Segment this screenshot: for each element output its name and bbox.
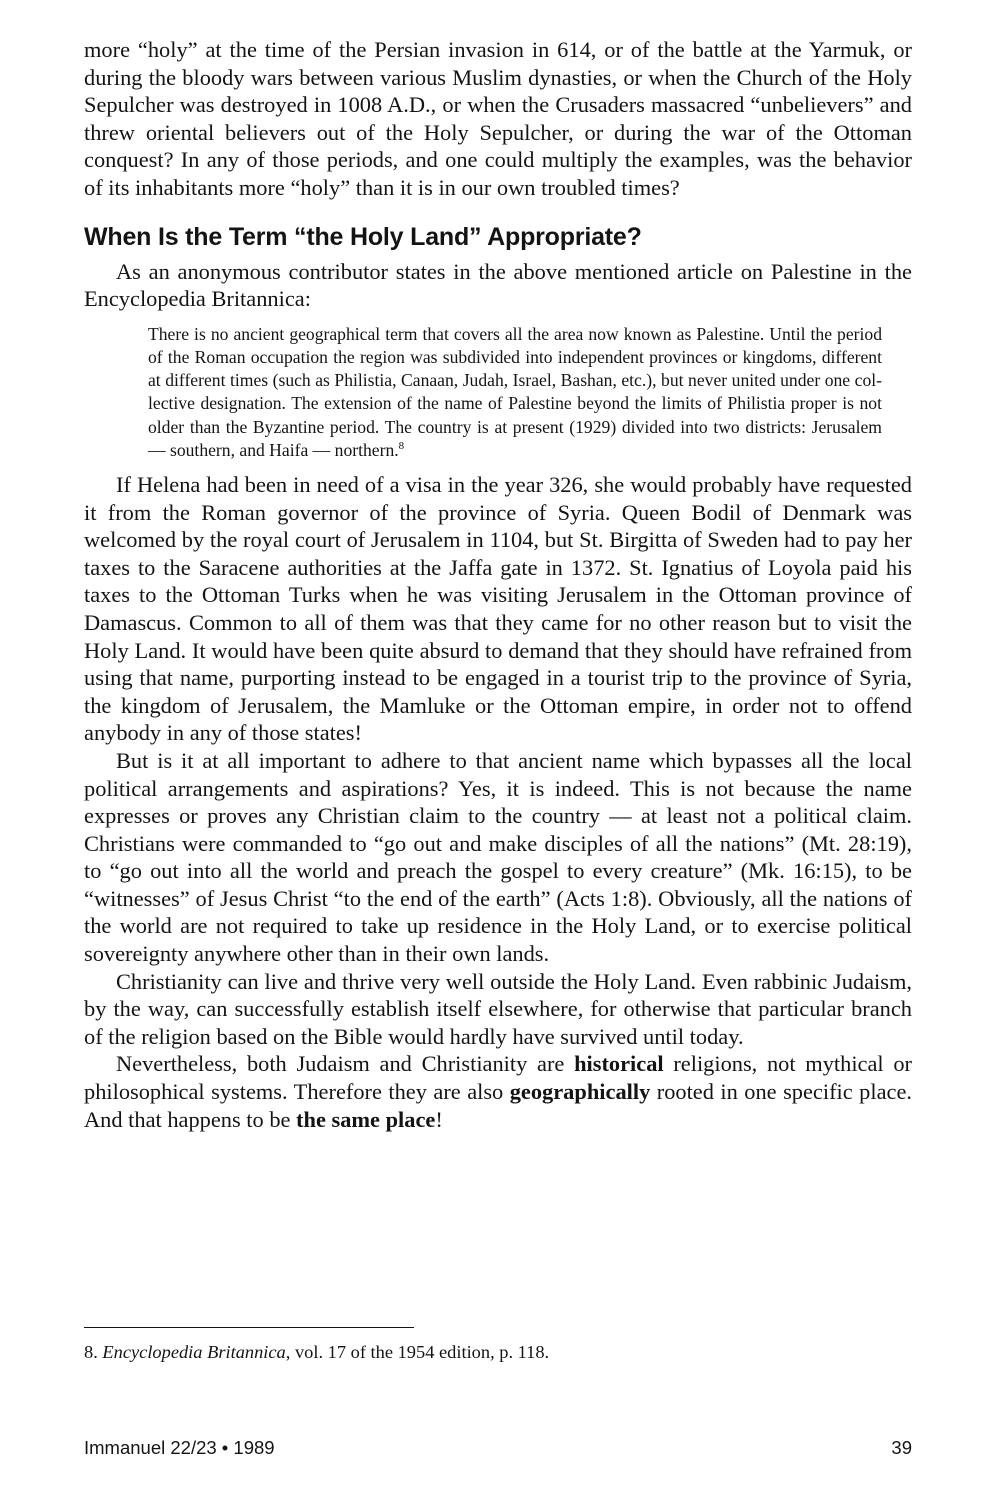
paragraph-conclusion [84, 1050, 912, 1133]
footnote [84, 1340, 912, 1364]
block-quote-text: There is no ancient geographical term that covers all the area now known as Palestine. Until the period of the Roman occupation the region was subdivided into independent provinces or kingdoms, different at different times (such as Philistia, Canaan, Judah, Israel, Bashan, etc.), but never united under one collective designation. The extension of the name of Palestine beyond the limits of Philistia proper is not older than the Byzantine period. The country is at present (1929) divided into two districts: Jerusalem — southern, and Haifa — northern. [148, 323, 882, 460]
footnote-reference[interactable]: 8 [398, 439, 405, 452]
footnote-details: , vol. 17 of the 1954 edition, p. 118. [285, 1342, 550, 1362]
conclusion-text-3: rooted in one specific place. And that happens to be [84, 1079, 912, 1132]
journal-issue: Immanuel 22/23 • 1989 [84, 1437, 275, 1458]
paragraph-helena: If Helena had been in need of a visa in the year 326, she would probably have requested it from the Roman governor of the province of Syria. Queen Bodil of Denmark was welcomed by the royal court of Jerusalem in 1104, but St. Birgitta of Sweden had to pay her taxes to the Saracene authorities at the Jaffa gate in 1372. St. Ignatius of Loyola paid his taxes to the Ottoman Turks when he was visiting Jerusalem in the Ottoman province of Damascus. Common to all of them was that they came for no other reason but to visit the Holy Land. It would have been quite absurd to demand that they should have refrained from using that name, purporting instead to be engaged in a tourist trip to the province of Syria, the kingdom of Jerusalem, the Mamluke or the Ottoman empire, in order not to offend anybody in any of those states! [84, 471, 912, 746]
conclusion-text-1: Nevertheless, both Judaism and Christianity are [116, 1051, 575, 1077]
emphasis-historical: historical [574, 1051, 664, 1077]
page-footer [84, 1436, 912, 1460]
page-number: 39 [891, 1437, 912, 1458]
footnote-number: 8. [84, 1342, 98, 1362]
footnote-divider [84, 1327, 414, 1328]
paragraph-christianity: Christianity can live and thrive very well outside the Holy Land. Even rabbinic Judaism, by the way, can successfully establish itself elsewhere, for otherwise that particular branch of the religion based on the Bible would hardly have survived until today. [84, 968, 912, 1049]
emphasis-geographically: geographically [509, 1079, 651, 1105]
intro-paragraph: more “holy” at the time of the Persian invasion in 614, or of the battle at the Yarmuk, or during the bloody wars between various Muslim dynasties, or when the Church of the Holy Sepulcher was destroyed in 1008 A.D., or when the Crusaders massacred “unbelievers” and threw oriental believers out of the Holy Sepulcher, or during the war of the Ottoman conquest? In any of those periods, and one could multiply the examples, was the behavior of its inhabitants more “holy” than it is in our own troubled times? [84, 37, 912, 200]
block-quote [148, 323, 882, 462]
quote-intro-paragraph: As an anonymous contributor states in the above mentioned article on Palestine in the Encyclopedia Britannica: [84, 258, 912, 312]
conclusion-text-4: ! [435, 1106, 443, 1132]
footnote-source-title: Encyclopedia Britannica [102, 1342, 286, 1362]
conclusion-text-2: religions, not mythical or philosophical systems. Therefore they are also [84, 1051, 913, 1105]
emphasis-same-place: the same place [296, 1106, 436, 1132]
section-heading: When Is the Term “the Holy Land” Appropriate? [84, 222, 642, 251]
page-content [84, 36, 912, 1133]
paragraph-holy-land-name: But is it at all important to adhere to that ancient name which bypasses all the local political arrangements and aspirations? Yes, it is indeed. This is not because the name expresses or proves any Christian claim to the country — at least not a political claim. Christians were commanded to “go out and make disciples of all the nations” (Mt. 28:19), to “go out into all the world and preach the gospel to every creature” (Mk. 16:15), to be “witnesses” of Jesus Christ “to the end of the earth” (Acts 1:8). Obviously, all the nations of the world are not required to take up residence in the Holy Land, or to exercise political sovereignty anywhere other than in their own lands. [84, 747, 912, 967]
